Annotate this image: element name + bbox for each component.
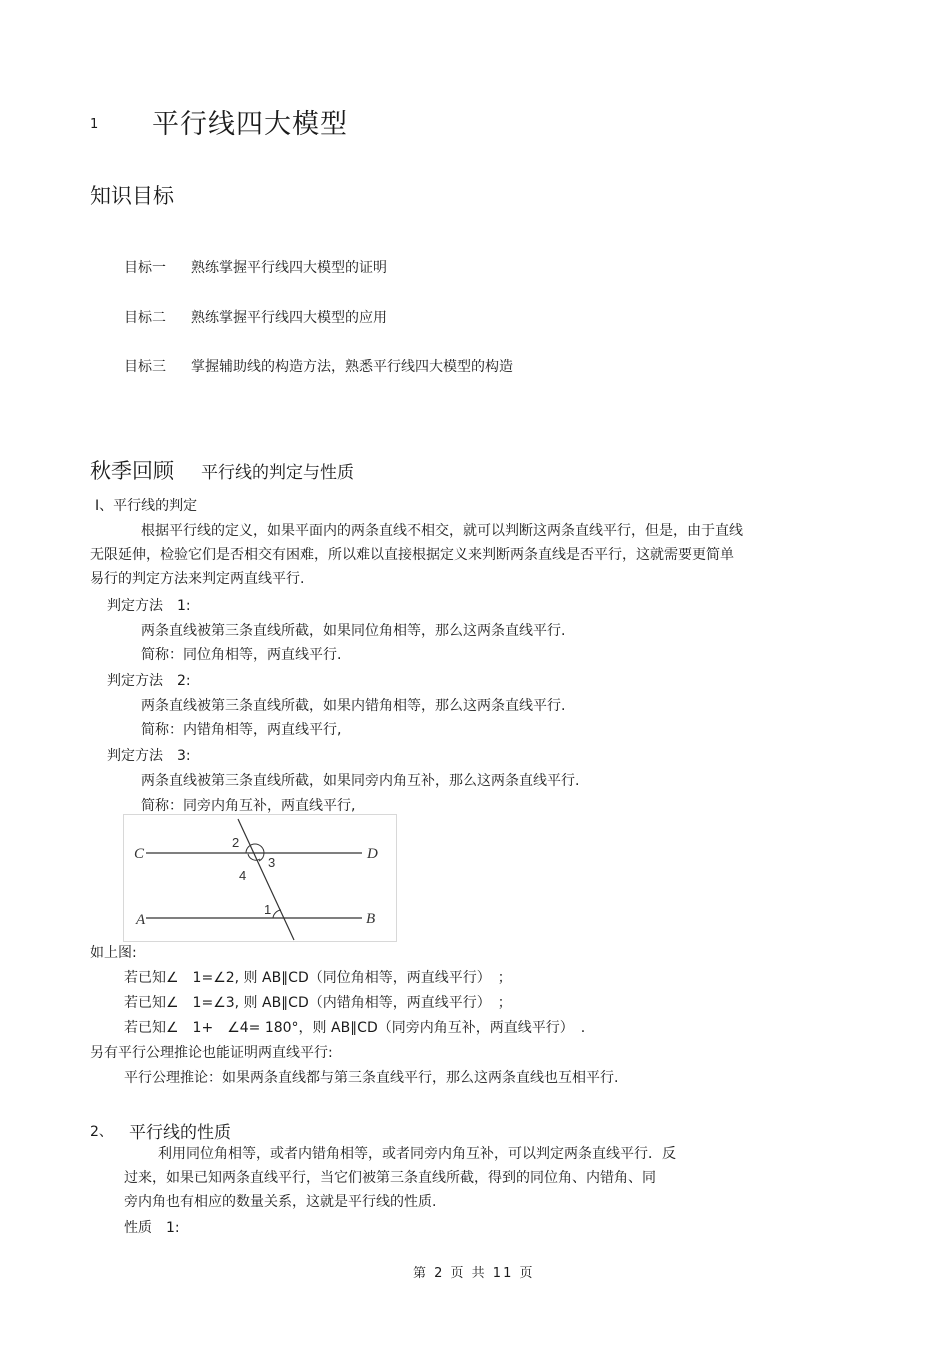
page-title: 平行线四大模型 bbox=[152, 109, 348, 140]
label-a: A bbox=[136, 912, 146, 928]
figure-svg bbox=[124, 815, 396, 941]
angle-3-arc bbox=[259, 853, 264, 861]
properties-line: 利用同位角相等，或者内错角相等，或者同旁内角互补，可以判定两条直线平行．反 bbox=[158, 1146, 676, 1162]
method-text: 两条直线被第三条直线所截，如果内错角相等，那么这两条直线平行. bbox=[141, 698, 566, 714]
method-label: 判定方法 1: bbox=[107, 598, 191, 614]
objective-label: 目标一 bbox=[124, 260, 166, 276]
label-b: B bbox=[366, 911, 376, 927]
page-footer: 第 2 页 共 11 页 bbox=[413, 1266, 535, 1281]
label-angle-4: 4 bbox=[239, 868, 247, 883]
objective-label: 目标二 bbox=[124, 310, 166, 326]
method-short: 简称：同旁内角互补，两直线平行, bbox=[141, 798, 356, 814]
objective-text: 掌握辅助线的构造方法，熟悉平行线四大模型的构造 bbox=[191, 359, 513, 375]
label-angle-1: 1 bbox=[264, 902, 272, 917]
objective-label: 目标三 bbox=[124, 359, 166, 375]
method-label: 判定方法 3: bbox=[107, 748, 191, 764]
review-subheading: 平行线的判定与性质 bbox=[201, 463, 354, 483]
intro-line: 无限延伸，检验它们是否相交有困难，所以难以直接根据定义来判断两条直线是否平行，这就需要更简单 bbox=[90, 547, 734, 563]
label-angle-3: 3 bbox=[268, 855, 276, 870]
section-number: 1 bbox=[90, 117, 99, 132]
method-text: 两条直线被第三条直线所截，如果同位角相等，那么这两条直线平行. bbox=[141, 623, 566, 639]
axiom-text: 平行公理推论：如果两条直线都与第三条直线平行，那么这两条直线也互相平行. bbox=[124, 1070, 619, 1086]
label-angle-2: 2 bbox=[232, 835, 240, 850]
objective-text: 熟练掌握平行线四大模型的证明 bbox=[191, 260, 387, 276]
angle-1-arc bbox=[273, 910, 281, 918]
label-c: C bbox=[134, 846, 145, 862]
objective-text: 熟练掌握平行线四大模型的应用 bbox=[191, 310, 387, 326]
properties-line: 过来，如果已知两条直线平行，当它们被第三条直线所截，得到的同位角、内错角、同 bbox=[124, 1170, 656, 1186]
parallel-lines-figure bbox=[123, 814, 397, 942]
angle-2-arc bbox=[246, 844, 264, 853]
axiom-intro: 另有平行公理推论也能证明两直线平行: bbox=[90, 1045, 333, 1061]
as-shown-label: 如上图: bbox=[90, 945, 137, 961]
properties-title: 平行线的性质 bbox=[129, 1123, 231, 1143]
method-short: 简称：同位角相等，两直线平行. bbox=[141, 647, 342, 663]
method-label: 判定方法 2: bbox=[107, 673, 191, 689]
objectives-heading: 知识目标 bbox=[90, 184, 174, 208]
example-line: 若已知∠ 1=∠3, 则 AB∥CD（内错角相等，两直线平行） ； bbox=[124, 995, 512, 1011]
property-1-label: 性质 1: bbox=[124, 1220, 180, 1236]
properties-line: 旁内角也有相应的数量关系，这就是平行线的性质. bbox=[124, 1194, 437, 1210]
review-heading: 秋季回顾 bbox=[90, 459, 174, 483]
intro-line: 根据平行线的定义，如果平面内的两条直线不相交，就可以判断这两条直线平行，但是，由于直线 bbox=[141, 523, 743, 539]
example-line: 若已知∠ 1=∠2, 则 AB∥CD（同位角相等，两直线平行） ； bbox=[124, 970, 512, 986]
properties-number: 2、 bbox=[90, 1124, 113, 1140]
intro-line: 易行的判定方法来判定两直线平行. bbox=[90, 571, 305, 587]
part1-title: Ⅰ、平行线的判定 bbox=[95, 498, 198, 514]
method-text: 两条直线被第三条直线所截，如果同旁内角互补，那么这两条直线平行. bbox=[141, 773, 580, 789]
label-d: D bbox=[367, 846, 378, 862]
transversal-line bbox=[238, 819, 294, 940]
example-line: 若已知∠ 1+ ∠4= 180°，则 AB∥CD（同旁内角互补，两直线平行） . bbox=[124, 1020, 586, 1036]
method-short: 简称：内错角相等，两直线平行, bbox=[141, 722, 342, 738]
